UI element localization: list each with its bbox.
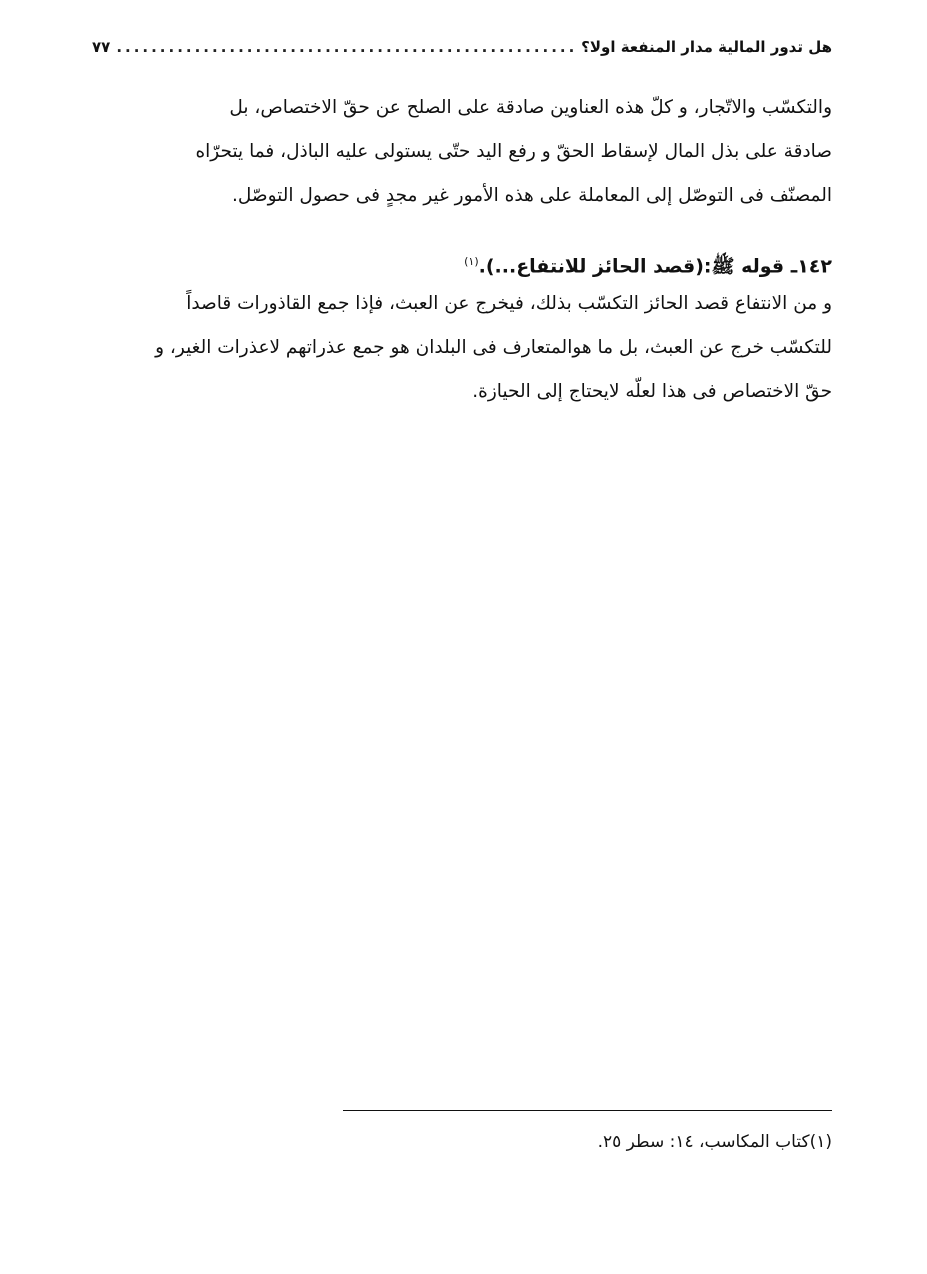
paragraph-2 — [92, 282, 832, 414]
paragraph-line: للتكسّب خرج عن العبث، بل ما هوالمتعارف فى البلدان هو جمع عذراتهم لاعذرات الغير، و — [155, 337, 832, 358]
section-heading-text: ١٤٢ـ قوله ﷺ:(قصد الحائز للانتفاع...). — [478, 255, 832, 278]
paragraph-line: والتكسّب والاتّجار، و كلّ هذه العناوين صادقة على الصلح عن حقّ الاختصاص، بل — [229, 97, 832, 118]
running-header-title: هل تدور المالية مدار المنفعة اولا؟ — [581, 38, 832, 56]
section-heading — [92, 242, 832, 286]
header-leader-dots — [116, 38, 575, 56]
paragraph-line: و من الانتفاع قصد الحائز التكسّب بذلك، فيخرج عن العبث، فإذا جمع القاذورات قاصداً — [186, 293, 832, 314]
footnote-text: (١)كتاب المكاسب، ١٤: سطر ٢٥. — [597, 1132, 832, 1152]
running-header — [92, 30, 832, 64]
paragraph-line: حقّ الاختصاص فى هذا لعلّه لايحتاج إلى الحيازة. — [472, 381, 832, 402]
paragraph-line: صادقة على بذل المال لإسقاط الحقّ و رفع اليد حتّى يستولى عليه الباذل، فما يتحرّاه — [195, 141, 832, 162]
footnote-reference: (١) — [464, 255, 479, 268]
footnote — [92, 1124, 832, 1160]
paragraph-1 — [92, 86, 832, 218]
footnote-divider — [343, 1110, 832, 1111]
page-number: ۷۷ — [92, 38, 111, 56]
paragraph-line: المصنّف فى التوصّل إلى المعاملة على هذه الأمور غير مجدٍ فى حصول التوصّل. — [231, 185, 832, 206]
